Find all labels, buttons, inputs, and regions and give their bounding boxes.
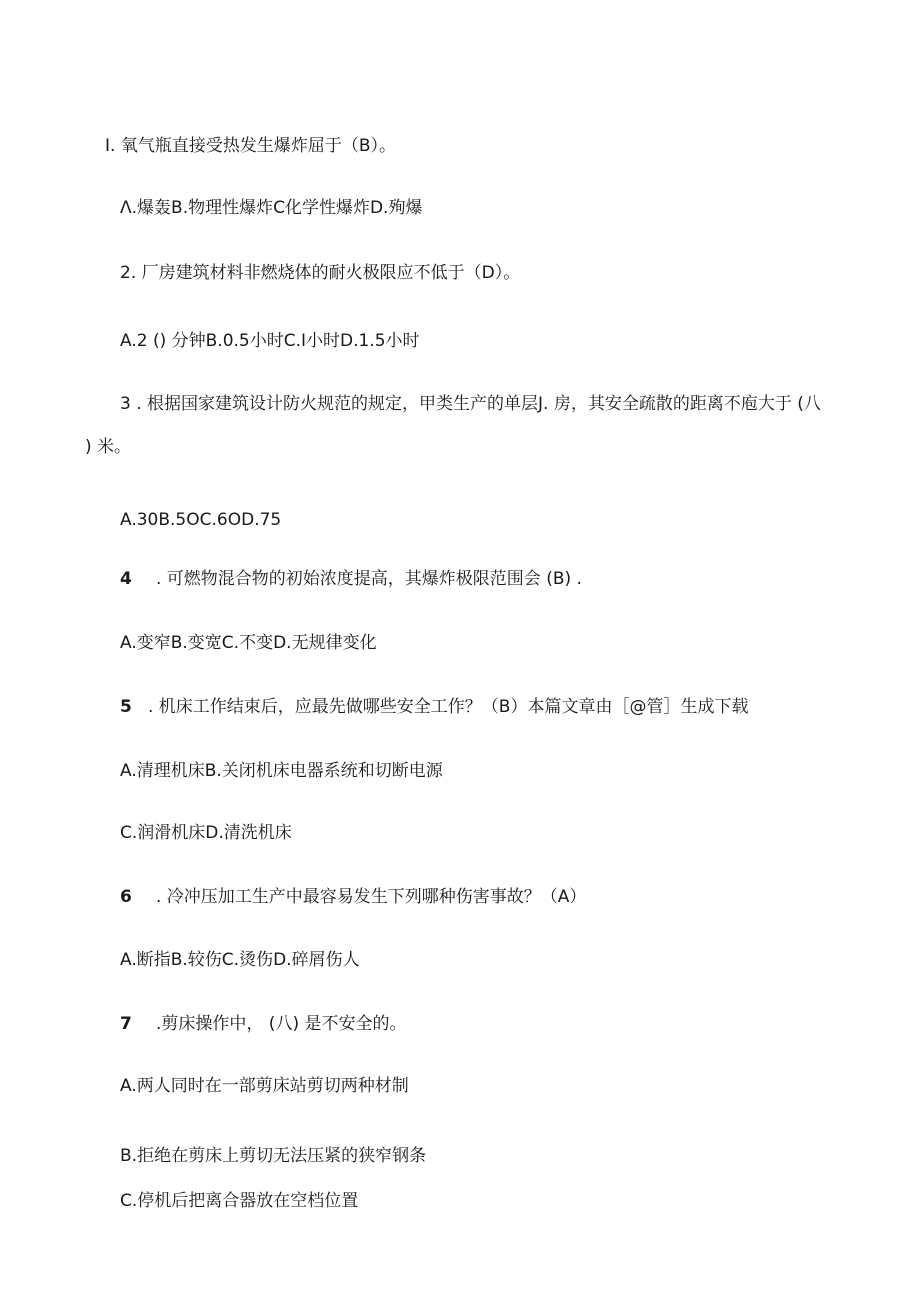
question-4-options: A.变窄B.变宽C.不变D.无规律变化: [120, 633, 377, 653]
question-5: 5 . 机床工作结束后，应最先做哪些安全工作？（B）本篇文章由［@管］生成下载: [120, 697, 749, 717]
question-2: 2. 厂房建筑材料非燃烧体的耐火极限应不低于（D）。: [120, 263, 521, 283]
question-4: 4 . 可燃物混合物的初始浓度提高，其爆炸极限范围会 (B) .: [120, 569, 582, 589]
question-1: I. 氧气瓶直接受热发生爆炸屈于（B）。: [105, 136, 396, 156]
question-3-continued: ) 米。: [85, 437, 132, 457]
question-number: 7: [120, 1014, 132, 1034]
question-7: 7 .剪床操作中， (八) 是不安全的。: [120, 1014, 407, 1034]
question-number: 6: [120, 887, 132, 907]
question-7-option-a: A.两人同时在一部剪床站剪切两种材制: [120, 1076, 409, 1096]
question-1-options: Λ.爆轰B.物理性爆炸C化学性爆炸D.殉爆: [120, 198, 423, 218]
question-5-options-cd: C.润滑机床D.清洗机床: [120, 823, 292, 843]
question-3: 3 . 根据国家建筑设计防火规范的规定，甲类生产的单层J. 房，其安全疏散的距离不庖大于 (八: [120, 394, 821, 414]
question-6: 6 . 冷冲压加工生产中最容易发生下列哪种伤害事故？（A）: [120, 887, 587, 907]
question-7-option-c: C.停机后把离合器放在空档位置: [120, 1191, 359, 1211]
question-6-options: A.断指B.较伤C.烫伤D.碎屑伤人: [120, 950, 360, 970]
question-number: 4: [120, 569, 132, 589]
question-2-options: A.2 () 分钟B.0.5小时C.I小时D.1.5小时: [120, 331, 420, 351]
question-number: 5: [120, 697, 132, 717]
question-5-options-ab: A.清理机床B.关闭机床电器系统和切断电源: [120, 761, 443, 781]
question-3-options: A.30B.5OC.6OD.75: [120, 510, 282, 530]
question-7-option-b: B.拒绝在剪床上剪切无法压紧的狭窄钢条: [120, 1146, 427, 1166]
